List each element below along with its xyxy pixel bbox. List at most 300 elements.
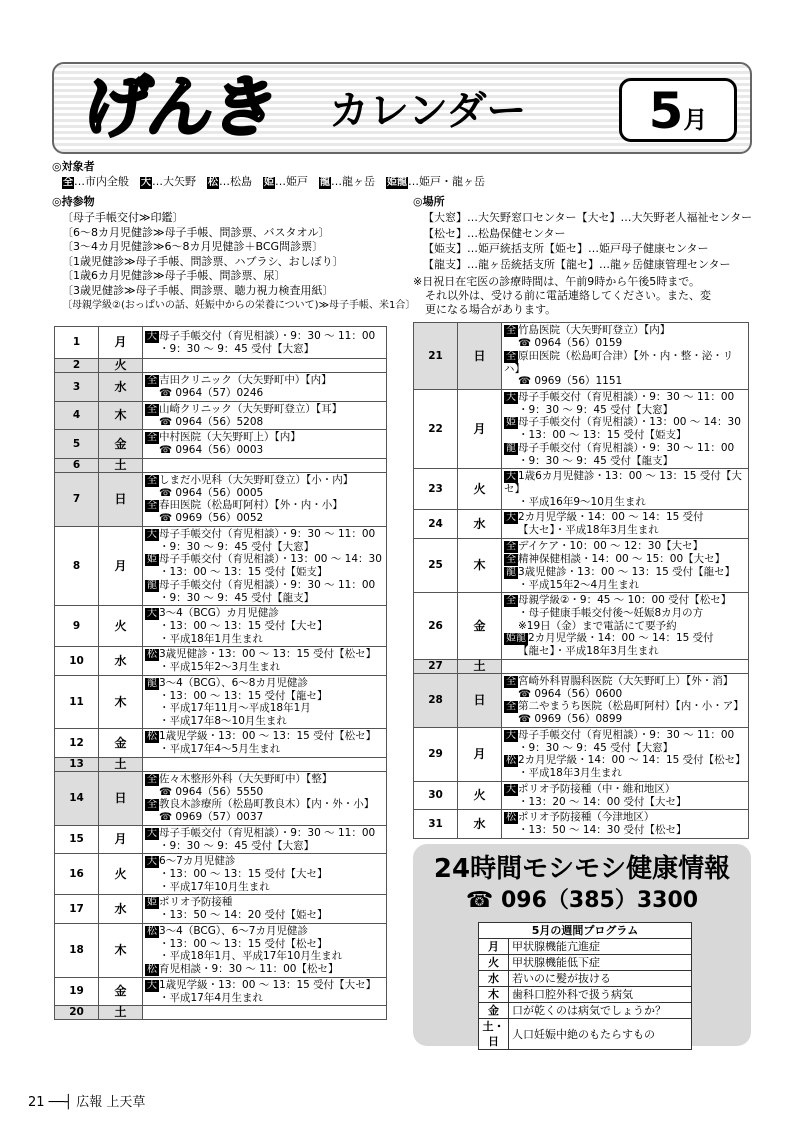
entry-line: 全 原田医院（松島町合津）【外・内・整・泌・リハ】: [504, 349, 734, 375]
day-number: 20: [55, 1006, 99, 1020]
entry-line: 大 母子手帳交付（育児相談）・9：30 ～ 11：00: [147, 826, 376, 839]
day-content: [143, 373, 387, 402]
day-row: [55, 458, 387, 472]
entry-detail: ・13：00 ～ 13：15 受付【龍セ】: [159, 689, 328, 702]
program-topic: 若いのに髪が抜ける: [509, 971, 692, 987]
day-content: [502, 810, 749, 839]
weekday: 日: [458, 323, 502, 390]
day-number: 19: [55, 977, 99, 1006]
day-content: [502, 781, 749, 810]
weekday: 水: [458, 810, 502, 839]
day-content: [143, 895, 387, 924]
area-badge: 大: [147, 979, 157, 991]
entry-line: 大 1歳6カ月児健診・13：00 ～ 13：15 受付【大セ】: [504, 470, 742, 495]
entry-detail: ☎ 0964（56）0600: [518, 687, 623, 700]
entry-line: 松 育児相談・9：30 ～ 11：00【松セ】: [147, 962, 339, 975]
day-number: 3: [55, 373, 99, 402]
day-number: 10: [55, 647, 99, 676]
day-content: [143, 458, 387, 472]
month-number: 5: [648, 82, 684, 140]
day-row: [55, 854, 387, 895]
moshimoshi-title: 24時間モシモシ健康情報: [433, 854, 731, 884]
entry-line: 全 竹島医院（大矢野町登立）【内】: [506, 324, 671, 336]
area-badge: 松: [147, 731, 157, 742]
area-key-0: 全: [63, 177, 73, 188]
program-topic: 甲状腺機能亢進症: [509, 939, 692, 955]
entry-line: 龍 母子手帳交付（育児相談）・9：30 ～ 11：00: [506, 441, 735, 454]
day-row: [55, 1006, 387, 1020]
entry-line: 姫龍 2カ月児学級・14：00 ～ 14：15 受付: [506, 632, 714, 644]
day-content: [502, 469, 749, 510]
day-number: 24: [414, 510, 458, 539]
weekday: 土: [99, 458, 143, 472]
entry-line: 大 6～7カ月児健診: [147, 855, 236, 867]
page-number: 21: [28, 1095, 45, 1110]
day-row: [414, 510, 749, 539]
month-unit: 月: [683, 106, 708, 134]
day-content: [143, 729, 387, 758]
day-number: 15: [55, 825, 99, 854]
day-number: 26: [414, 593, 458, 660]
day-row: [414, 323, 749, 390]
weekday: 火: [99, 359, 143, 373]
entry-detail: ・9：30 ～ 9：45 受付【龍支】: [518, 454, 674, 467]
day-content: [502, 727, 749, 781]
area-badge: 姫龍: [506, 633, 526, 644]
weekday: 金: [99, 977, 143, 1006]
day-number: 14: [55, 771, 99, 825]
day-number: 22: [414, 389, 458, 469]
program-row: [479, 987, 692, 1003]
program-row: [479, 1003, 692, 1019]
entry-detail: ・9：30 ～ 9：45 受付【大窓】: [518, 741, 674, 754]
entry-detail: ☎ 0964（56）0003: [159, 444, 264, 456]
entry-line: 姫 ポリオ予防接種: [147, 896, 233, 908]
entry-line: 全 精神保健相談・14：00 ～ 15：00【大セ】: [506, 552, 726, 565]
target-legend: [62, 175, 496, 189]
entry-line: 全 山崎クリニック（大矢野町登立）【耳】: [147, 402, 343, 415]
day-content: [143, 327, 387, 359]
entry-line: 全 吉田クリニック（大矢野町中）【内】: [147, 374, 332, 386]
area-badge: 松: [147, 649, 157, 660]
area-key-5: 姫龍: [387, 177, 407, 188]
area-badge: 大: [506, 391, 516, 403]
place-note: ※日祝日在宅医の診療時間は、午前9時から午後5時まで。: [413, 275, 700, 288]
entry-line: 龍 母子手帳交付（育児相談）・9：30 ～ 11：00: [147, 578, 376, 591]
area-badge: 大: [506, 729, 516, 741]
entry-detail: ・13：00 ～ 13：15 受付【大セ】: [159, 868, 328, 880]
weekday: 火: [99, 854, 143, 895]
bring-line: 〔母親学級②(おっぱいの話、妊娠中からの栄養について)≫母子手帳、米1合〕: [62, 299, 416, 311]
entry-detail: ・9：30 ～ 9：45 受付【龍支】: [159, 591, 315, 604]
area-desc-4: …龍ヶ岳: [331, 175, 375, 188]
weekday: 水: [99, 373, 143, 402]
day-content: [502, 389, 749, 469]
weekday: 水: [99, 895, 143, 924]
bring-line: 〔3歳児健診≫母子手帳、問診票、聴力視力検査用紙〕: [62, 284, 334, 297]
day-row: [55, 373, 387, 402]
publication-name: 広報 上天草: [76, 1095, 146, 1110]
day-row: [55, 606, 387, 647]
day-content: [143, 757, 387, 771]
day-content: [502, 593, 749, 660]
entry-line: 松 ポリオ予防接種（今津地区）: [506, 811, 655, 823]
entry-line: 全 教良木診療所（松島町教良木）【内・外・小】: [147, 798, 375, 810]
day-number: 27: [414, 659, 458, 673]
day-content: [502, 323, 749, 390]
area-badge: 龍: [147, 677, 157, 689]
weekday: 金: [99, 729, 143, 758]
entry-line: 龍 3～4（BCG）、6～8カ月児健診: [147, 676, 308, 689]
entry-line: 全 デイケア・10：00 ～ 12：30【大セ】: [506, 539, 704, 552]
weekday: 金: [99, 430, 143, 459]
entry-detail: ☎ 0964（56）0005: [159, 486, 264, 499]
weekday: 火: [99, 606, 143, 647]
entry-line: 松 3～4（BCG）、6～7カ月児健診: [147, 924, 308, 937]
day-content: [143, 430, 387, 459]
area-badge: 全: [147, 500, 157, 511]
entry-detail: ・平成17年8～10月生まれ: [159, 714, 287, 727]
day-number: 2: [55, 359, 99, 373]
entry-line: 姫 母子手帳交付（育児相談）・13：00 ～ 14：30: [147, 553, 382, 565]
program-day: 火: [479, 955, 509, 971]
day-row: [414, 727, 749, 781]
day-content: [143, 1006, 387, 1020]
area-badge: 姫: [147, 554, 157, 565]
entry-line: 大 母子手帳交付（育児相談）・9：30 ～ 11：00: [147, 329, 376, 342]
entry-detail: ・平成17年4～5月生まれ: [159, 743, 281, 755]
place-note: それ以外は、受ける前に電話連絡してください。また、変: [425, 289, 711, 302]
place-note: 更になる場合があります。: [425, 303, 557, 316]
day-row: [414, 659, 749, 673]
weekday: 月: [458, 727, 502, 781]
area-badge: 松: [147, 963, 157, 975]
day-row: [55, 647, 387, 676]
weekday: 月: [99, 327, 143, 359]
area-badge: 全: [147, 773, 157, 785]
day-number: 30: [414, 781, 458, 810]
area-badge: 全: [506, 595, 516, 606]
area-badge: 松: [506, 755, 516, 766]
entry-line: 松 1歳児学級・13：00 ～ 13：15 受付【松セ】: [147, 730, 377, 742]
area-badge: 全: [147, 474, 157, 486]
entry-detail: ・9：30 ～ 9：45 受付【大窓】: [159, 839, 315, 852]
day-row: [414, 781, 749, 810]
day-content: [143, 854, 387, 895]
area-badge: 龍: [506, 566, 516, 578]
entry-detail: ・平成17年4月生まれ: [159, 991, 264, 1004]
day-row: [55, 472, 387, 526]
entry-detail: ・13：00 ～ 13：15 受付【姫支】: [159, 566, 328, 578]
day-content: [143, 401, 387, 430]
entry-line: 姫 母子手帳交付（育児相談）・13：00 ～ 14：30: [506, 416, 741, 428]
entry-detail: ☎ 0964（56）0159: [518, 337, 623, 349]
weekday: 水: [99, 647, 143, 676]
day-row: [55, 923, 387, 977]
day-number: 13: [55, 757, 99, 771]
area-key-3: 姫: [264, 177, 274, 188]
entry-detail: ☎ 0969（57）0037: [159, 811, 264, 823]
entry-detail: ・平成18年3月生まれ: [518, 767, 623, 779]
day-row: [414, 469, 749, 510]
program-row: [479, 971, 692, 987]
area-badge: 全: [506, 675, 516, 687]
weekday: 土: [99, 757, 143, 771]
bring-line: 〔母子手帳交付≫印鑑〕: [62, 211, 184, 224]
day-content: [502, 673, 749, 727]
entry-line: 全 中村医院（大矢野町上）【内】: [147, 431, 301, 443]
entry-line: 全 母親学級②・9：45 ～ 10：00 受付【松セ】: [506, 594, 732, 606]
entry-detail: ・平成15年2～3月生まれ: [159, 661, 281, 673]
day-row: [55, 757, 387, 771]
entry-line: 大 2カ月児学級・14：00 ～ 14：15 受付: [506, 511, 704, 523]
bring-heading: ◎持参物: [52, 195, 95, 208]
day-row: [55, 825, 387, 854]
weekday: 土: [458, 659, 502, 673]
entry-detail: ・平成16年9～10月生まれ: [518, 495, 646, 508]
bring-line: 〔1歳6カ月児健診≫母子手帳、問診票、尿〕: [62, 269, 286, 283]
area-badge: 大: [147, 608, 157, 619]
program-topic: 口が乾くのは病気でしょうか？: [509, 1003, 692, 1019]
day-row: [414, 673, 749, 727]
day-row: [55, 401, 387, 430]
day-number: 9: [55, 606, 99, 647]
entry-line: 全 第二やまうち医院（松島町阿村）【内・小・ア】: [506, 700, 744, 712]
program-day: 月: [479, 939, 509, 955]
day-number: 18: [55, 923, 99, 977]
day-row: [55, 430, 387, 459]
entry-detail: ・13：50 ～ 14：20 受付【姫セ】: [159, 909, 328, 921]
entry-detail: ・13：20 ～ 14：00 受付【大セ】: [518, 795, 687, 808]
program-table: [478, 922, 692, 1050]
day-content: [143, 923, 387, 977]
weekday: 木: [99, 401, 143, 430]
entry-detail: 【龍セ】・平成18年3月生まれ: [518, 645, 659, 657]
place-line: 【龍支】…龍ヶ岳統括支所【龍セ】…龍ヶ岳健康管理センター: [423, 257, 731, 271]
area-badge: 大: [147, 330, 157, 342]
day-number: 6: [55, 458, 99, 472]
weekday: 木: [99, 923, 143, 977]
entry-line: 大 母子手帳交付（育児相談）・9：30 ～ 11：00: [147, 527, 376, 540]
day-number: 4: [55, 401, 99, 430]
day-number: 31: [414, 810, 458, 839]
entry-detail: ・13：00 ～ 13：15 受付【松セ】: [159, 937, 328, 950]
place-line: 【大窓】…大矢野窓口センター【大セ】…大矢野老人福祉センター: [423, 211, 753, 224]
entry-detail: ☎ 0964（56）5208: [159, 415, 264, 428]
weekday: 金: [458, 593, 502, 660]
area-badge: 姫: [506, 417, 516, 428]
entry-detail: ・平成18年1月、平成17年10月生まれ: [159, 950, 343, 962]
day-number: 7: [55, 472, 99, 526]
entry-detail: ☎ 0969（56）0899: [518, 713, 623, 725]
entry-line: 大 母子手帳交付（育児相談）・9：30 ～ 11：00: [506, 390, 735, 403]
day-row: [55, 771, 387, 825]
entry-line: 大 1歳児学級・13：00 ～ 13：15 受付【大セ】: [147, 978, 377, 991]
day-number: 29: [414, 727, 458, 781]
entry-detail: ・13：50 ～ 14：30 受付【松セ】: [518, 824, 687, 836]
weekday: 日: [99, 472, 143, 526]
day-number: 11: [55, 675, 99, 729]
entry-detail: ・平成17年11月～平成18年1月: [159, 702, 311, 714]
day-row: [55, 895, 387, 924]
entry-line: 全 宮崎外科胃腸科医院（大矢野町上）【外・消】: [506, 674, 734, 687]
program-row: [479, 939, 692, 955]
moshimoshi-phone: ☎ 096（385）3300: [465, 888, 699, 913]
target-heading: ◎対象者: [52, 160, 95, 173]
program-title: 5月の週間プログラム: [479, 923, 692, 939]
place-line: 【姫支】…姫戸統括支所【姫セ】…姫戸母子健康センター: [423, 242, 709, 255]
place-heading: ◎場所: [413, 195, 445, 208]
entry-line: 龍 3歳児健診・13：00 ～ 13：15 受付【龍セ】: [506, 565, 736, 578]
day-content: [143, 472, 387, 526]
day-content: [143, 771, 387, 825]
day-content: [143, 675, 387, 729]
program-day: 土・日: [479, 1019, 509, 1050]
day-number: 21: [414, 323, 458, 390]
entry-line: 全 春田医院（松島町阿村）【外・内・小】: [147, 499, 343, 511]
day-number: 12: [55, 729, 99, 758]
program-topic: 歯科口腔外科で扱う病気: [509, 987, 692, 1003]
entry-detail: ・平成15年2～4月生まれ: [518, 578, 640, 591]
area-badge: 全: [147, 375, 157, 386]
entry-detail: ☎ 0969（56）1151: [518, 375, 623, 387]
weekday: 土: [99, 1006, 143, 1020]
bring-line: 〔3～4カ月児健診≫6～8カ月児健診＋BCG問診票〕: [62, 240, 324, 254]
day-row: [414, 389, 749, 469]
area-key-2: 松: [208, 177, 218, 188]
bring-line: 〔6～8カ月児健診≫母子手帳、問診票、バスタオル〕: [62, 225, 330, 239]
area-badge: 全: [147, 403, 157, 415]
weekday: 月: [458, 389, 502, 469]
entry-line: 全 しまだ小児科（大矢野町登立）【小・内】: [147, 473, 354, 486]
program-day: 金: [479, 1003, 509, 1019]
area-badge: 大: [147, 528, 157, 540]
area-badge: 大: [506, 783, 516, 795]
area-badge: 大: [147, 856, 157, 867]
day-content: [143, 977, 387, 1006]
day-row: [414, 810, 749, 839]
entry-line: 全 佐々木整形外科（大矢野町中）【整】: [147, 772, 333, 785]
area-badge: 松: [506, 812, 516, 823]
calendar-right: [413, 322, 749, 839]
day-row: [55, 327, 387, 359]
day-number: 16: [55, 854, 99, 895]
entry-line: 松 3歳児健診・13：00 ～ 13：15 受付【松セ】: [147, 648, 377, 660]
area-badge: 全: [506, 350, 516, 362]
day-number: 17: [55, 895, 99, 924]
area-desc-3: …姫戸: [275, 175, 308, 188]
month-badge: [619, 78, 737, 142]
area-badge: 全: [147, 432, 157, 443]
entry-line: 大 ポリオ予防接種（中・維和地区）: [506, 782, 676, 795]
entry-detail: ・13：00 ～ 13：15 受付【姫支】: [518, 429, 687, 441]
area-badge: 龍: [506, 442, 516, 454]
weekday: 火: [458, 469, 502, 510]
entry-detail: ・9：30 ～ 9：45 受付【大窓】: [159, 540, 315, 553]
area-desc-2: …松島: [219, 175, 252, 188]
day-row: [55, 675, 387, 729]
day-row: [414, 538, 749, 593]
weekday: 日: [458, 673, 502, 727]
entry-detail: ・13：00 ～ 13：15 受付【大セ】: [159, 620, 328, 632]
title-calendar: カレンダー: [329, 88, 527, 134]
area-desc-5: …姫戸・龍ヶ岳: [408, 175, 485, 188]
day-content: [143, 647, 387, 676]
weekday: 木: [458, 538, 502, 593]
day-number: 23: [414, 469, 458, 510]
day-row: [55, 729, 387, 758]
day-content: [502, 659, 749, 673]
day-number: 8: [55, 526, 99, 606]
area-badge: 全: [506, 553, 516, 565]
day-row: [55, 526, 387, 606]
program-topic: 甲状腺機能低下症: [509, 955, 692, 971]
area-badge: 全: [147, 799, 157, 810]
day-row: [55, 977, 387, 1006]
entry-detail: ・9：30 ～ 9：45 受付【大窓】: [518, 403, 674, 416]
entry-detail: 【大セ】・平成18年3月生まれ: [518, 524, 659, 536]
area-badge: 大: [506, 471, 516, 482]
area-desc-1: …大矢野: [152, 175, 196, 188]
program-day: 木: [479, 987, 509, 1003]
area-badge: 全: [506, 325, 516, 336]
entry-detail: ・9：30 ～ 9：45 受付【大窓】: [159, 342, 315, 355]
entry-detail: ・平成17年10月生まれ: [159, 880, 270, 893]
day-row: [414, 593, 749, 660]
entry-detail: ☎ 0964（57）0246: [159, 387, 264, 399]
day-row: [55, 359, 387, 373]
entry-line: 松 2カ月児学級・14：00 ～ 14：15 受付【松セ】: [506, 754, 746, 766]
program-topic: 人口妊娠中絶のもたらすもの: [509, 1019, 692, 1050]
entry-line: 大 母子手帳交付（育児相談）・9：30 ～ 11：00: [506, 728, 735, 741]
weekday: 火: [458, 781, 502, 810]
day-content: [502, 538, 749, 593]
area-badge: 大: [147, 827, 157, 839]
entry-detail: ・母子健康手帳交付後～妊娠8カ月の方: [518, 607, 704, 619]
place-line: 【松セ】…松島保健センター: [423, 226, 566, 240]
entry-line: 大 3～4（BCG）カ月児健診: [147, 607, 279, 619]
area-badge: 松: [147, 925, 157, 937]
day-number: 25: [414, 538, 458, 593]
day-content: [143, 359, 387, 373]
entry-detail: ☎ 0969（56）0052: [159, 512, 264, 524]
weekday: 水: [458, 510, 502, 539]
day-number: 1: [55, 327, 99, 359]
day-content: [143, 526, 387, 606]
area-badge: 全: [506, 540, 516, 552]
day-content: [502, 510, 749, 539]
day-number: 28: [414, 673, 458, 727]
area-key-1: 大: [141, 177, 151, 188]
day-content: [143, 825, 387, 854]
entry-detail: ・平成18年1月生まれ: [159, 632, 264, 645]
area-badge: 大: [506, 512, 516, 523]
weekday: 木: [99, 675, 143, 729]
day-content: [143, 606, 387, 647]
entry-detail: ☎ 0964（56）5550: [159, 785, 264, 798]
area-badge: 姫: [147, 897, 157, 908]
weekday: 月: [99, 526, 143, 606]
program-day: 水: [479, 971, 509, 987]
area-badge: 全: [506, 701, 516, 712]
program-row: [479, 1019, 692, 1050]
title-banner: [52, 62, 752, 154]
footer: 21 ──┤ 広報 上天草: [28, 1095, 146, 1110]
bring-line: 〔1歳児健診≫母子手帳、問診票、ハブラシ、おしぼり〕: [62, 254, 344, 268]
program-row: [479, 955, 692, 971]
area-badge: 龍: [147, 579, 157, 591]
title-genki: げんき: [78, 69, 282, 146]
